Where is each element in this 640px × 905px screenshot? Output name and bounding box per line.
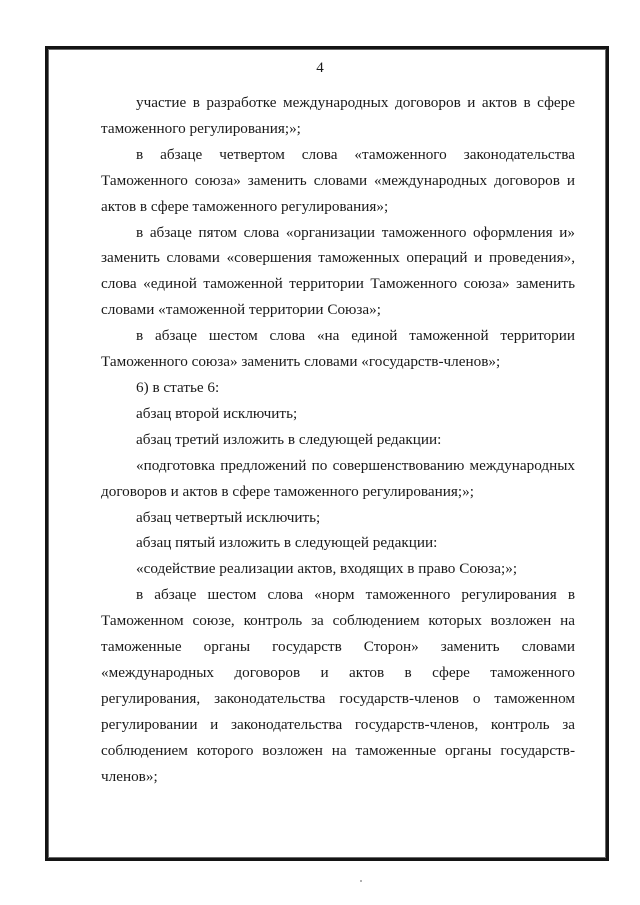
paragraph-11: «содействие реализации актов, входящих в право Союза;»; (136, 560, 518, 578)
paragraph-4: в абзаце шестом слова «на единой таможенной территории Таможенного союза» заменить словами «государств-членов»; (101, 327, 575, 371)
paragraph-8: «подготовка предложений по совершенствованию международных договоров и актов в сфере таможенного регулирования;»; (101, 456, 575, 500)
paragraph-3: в абзаце пятом слова «организации таможенного оформления и» заменить словами «совершения таможенных операций и проведения», слова «единой таможенной территории Таможенного союза» заменить словами «таможенной территории Союза»; (101, 223, 575, 319)
paragraph-6: абзац второй исключить; (136, 404, 298, 422)
paragraph-5: 6) в статье 6: (136, 378, 220, 396)
paragraph-9: абзац четвертый исключить; (136, 508, 321, 526)
document-body (101, 90, 575, 789)
page-number: 4 (316, 60, 324, 76)
paragraph-12: в абзаце шестом слова «норм таможенного регулирования в Таможенном союзе, контроль за соблюдением которых возложен на таможенные органы государств Сторон» заменить словами «международных договоров и актов в сфере таможенного регулирования, законодательства государств-членов о таможенном регулировании и законодательства государств-членов, контроль за соблюдением которого возложен на таможенные органы государств-членов»; (101, 586, 575, 785)
scan-speck (360, 880, 362, 882)
paragraph-10: абзац пятый изложить в следующей редакции: (136, 534, 438, 552)
paragraph-1: участие в разработке международных договоров и актов в сфере таможенного регулирования;»; (101, 94, 575, 137)
paragraph-7: абзац третий изложить в следующей редакции: (136, 430, 442, 448)
paragraph-2: в абзаце четвертом слова «таможенного законодательства Таможенного союза» заменить словами «международных договоров и актов в сфере таможенного регулирования»; (101, 145, 575, 215)
